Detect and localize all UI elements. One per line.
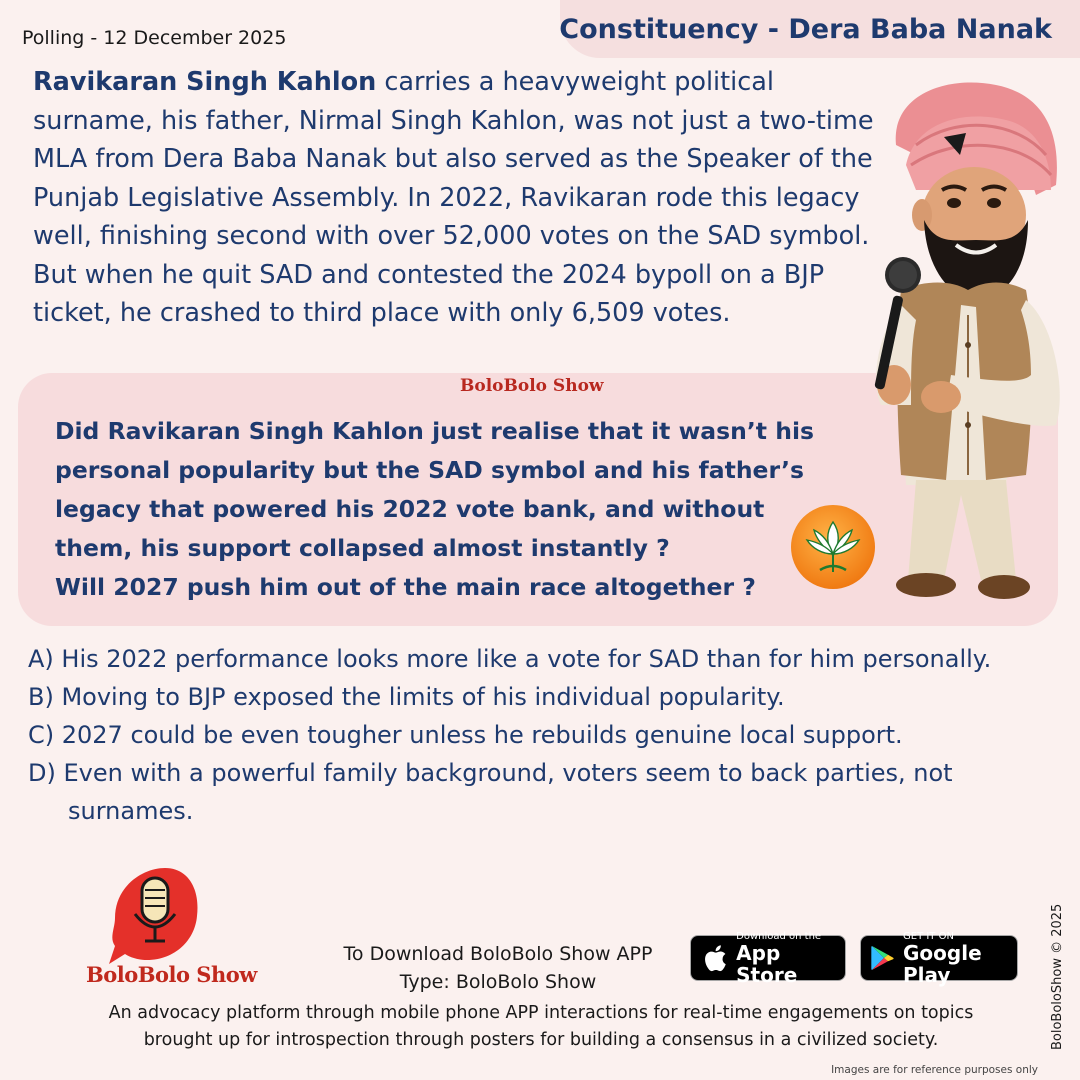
poll-option-a[interactable]: A) His 2022 performance looks more like a vote for SAD than for him personally. <box>28 645 992 673</box>
constituency-title: Constituency - Dera Baba Nanak <box>559 14 1052 45</box>
poll-question <box>55 412 855 607</box>
advocacy-line: An advocacy platform through mobile phone APP interactions for real-time engagements on topics <box>108 1003 974 1023</box>
app-store-button[interactable] <box>690 930 846 987</box>
download-type-line: Type: BoloBolo Show <box>399 971 597 993</box>
google-play-button[interactable] <box>860 930 1018 987</box>
question-line: legacy that powered his 2022 vote bank, and without <box>55 495 765 523</box>
app-store-small-text: Download on the <box>736 930 822 942</box>
apple-icon <box>701 943 728 973</box>
advocacy-line: brought up for introspection through posters for building a consensus in a civilized society. <box>143 1030 939 1050</box>
question-line: them, his support collapsed almost instantly ? <box>55 534 670 562</box>
question-line: personal popularity but the SAD symbol and his father’s <box>55 456 804 484</box>
google-play-big-text: Google Play <box>903 940 982 987</box>
intro-paragraph <box>33 63 883 333</box>
copyright-vertical-text: BoloBoloShow © 2025 <box>1050 903 1065 1050</box>
poll-options <box>28 640 1068 830</box>
download-line: To Download BoloBolo Show APP <box>343 943 653 965</box>
question-brand-label: BoloBolo Show <box>460 376 604 396</box>
polling-date: Polling - 12 December 2025 <box>22 27 287 49</box>
image-disclaimer: Images are for reference purposes only <box>831 1064 1038 1076</box>
bolobolo-logo-text: BoloBolo Show <box>86 962 257 987</box>
download-instructions <box>330 940 666 996</box>
poll-option-b[interactable]: B) Moving to BJP exposed the limits of his individual popularity. <box>28 683 785 711</box>
question-line: Did Ravikaran Singh Kahlon just realise that it wasn’t his <box>55 417 814 445</box>
poll-option-d[interactable]: D) Even with a powerful family background, voters seem to back parties, not surnames. <box>28 759 953 825</box>
poll-option-c[interactable]: C) 2027 could be even tougher unless he rebuilds genuine local support. <box>28 721 903 749</box>
google-play-small-text: GET IT ON <box>903 930 954 942</box>
app-store-big-text: App Store <box>736 940 798 987</box>
question-line: Will 2027 push him out of the main race altogether ? <box>55 573 756 601</box>
intro-text: carries a heavyweight political surname, his father, Nirmal Singh Kahlon, was not just a two-time MLA from Dera Baba Nanak but also served as the Speaker of the Punjab Legislative Assembly. In 2022, Ravikaran rode this legacy well, finishing second with over 52,000 votes on the SAD symbol. But when he quit SAD and contested the 2024 bypoll on a BJP ticket, he crashed to third place with only 6,509 votes. <box>33 67 874 328</box>
candidate-illustration <box>856 75 1074 620</box>
advocacy-statement <box>26 1000 1056 1054</box>
google-play-icon <box>871 943 895 973</box>
candidate-name: Ravikaran Singh Kahlon <box>33 67 377 97</box>
